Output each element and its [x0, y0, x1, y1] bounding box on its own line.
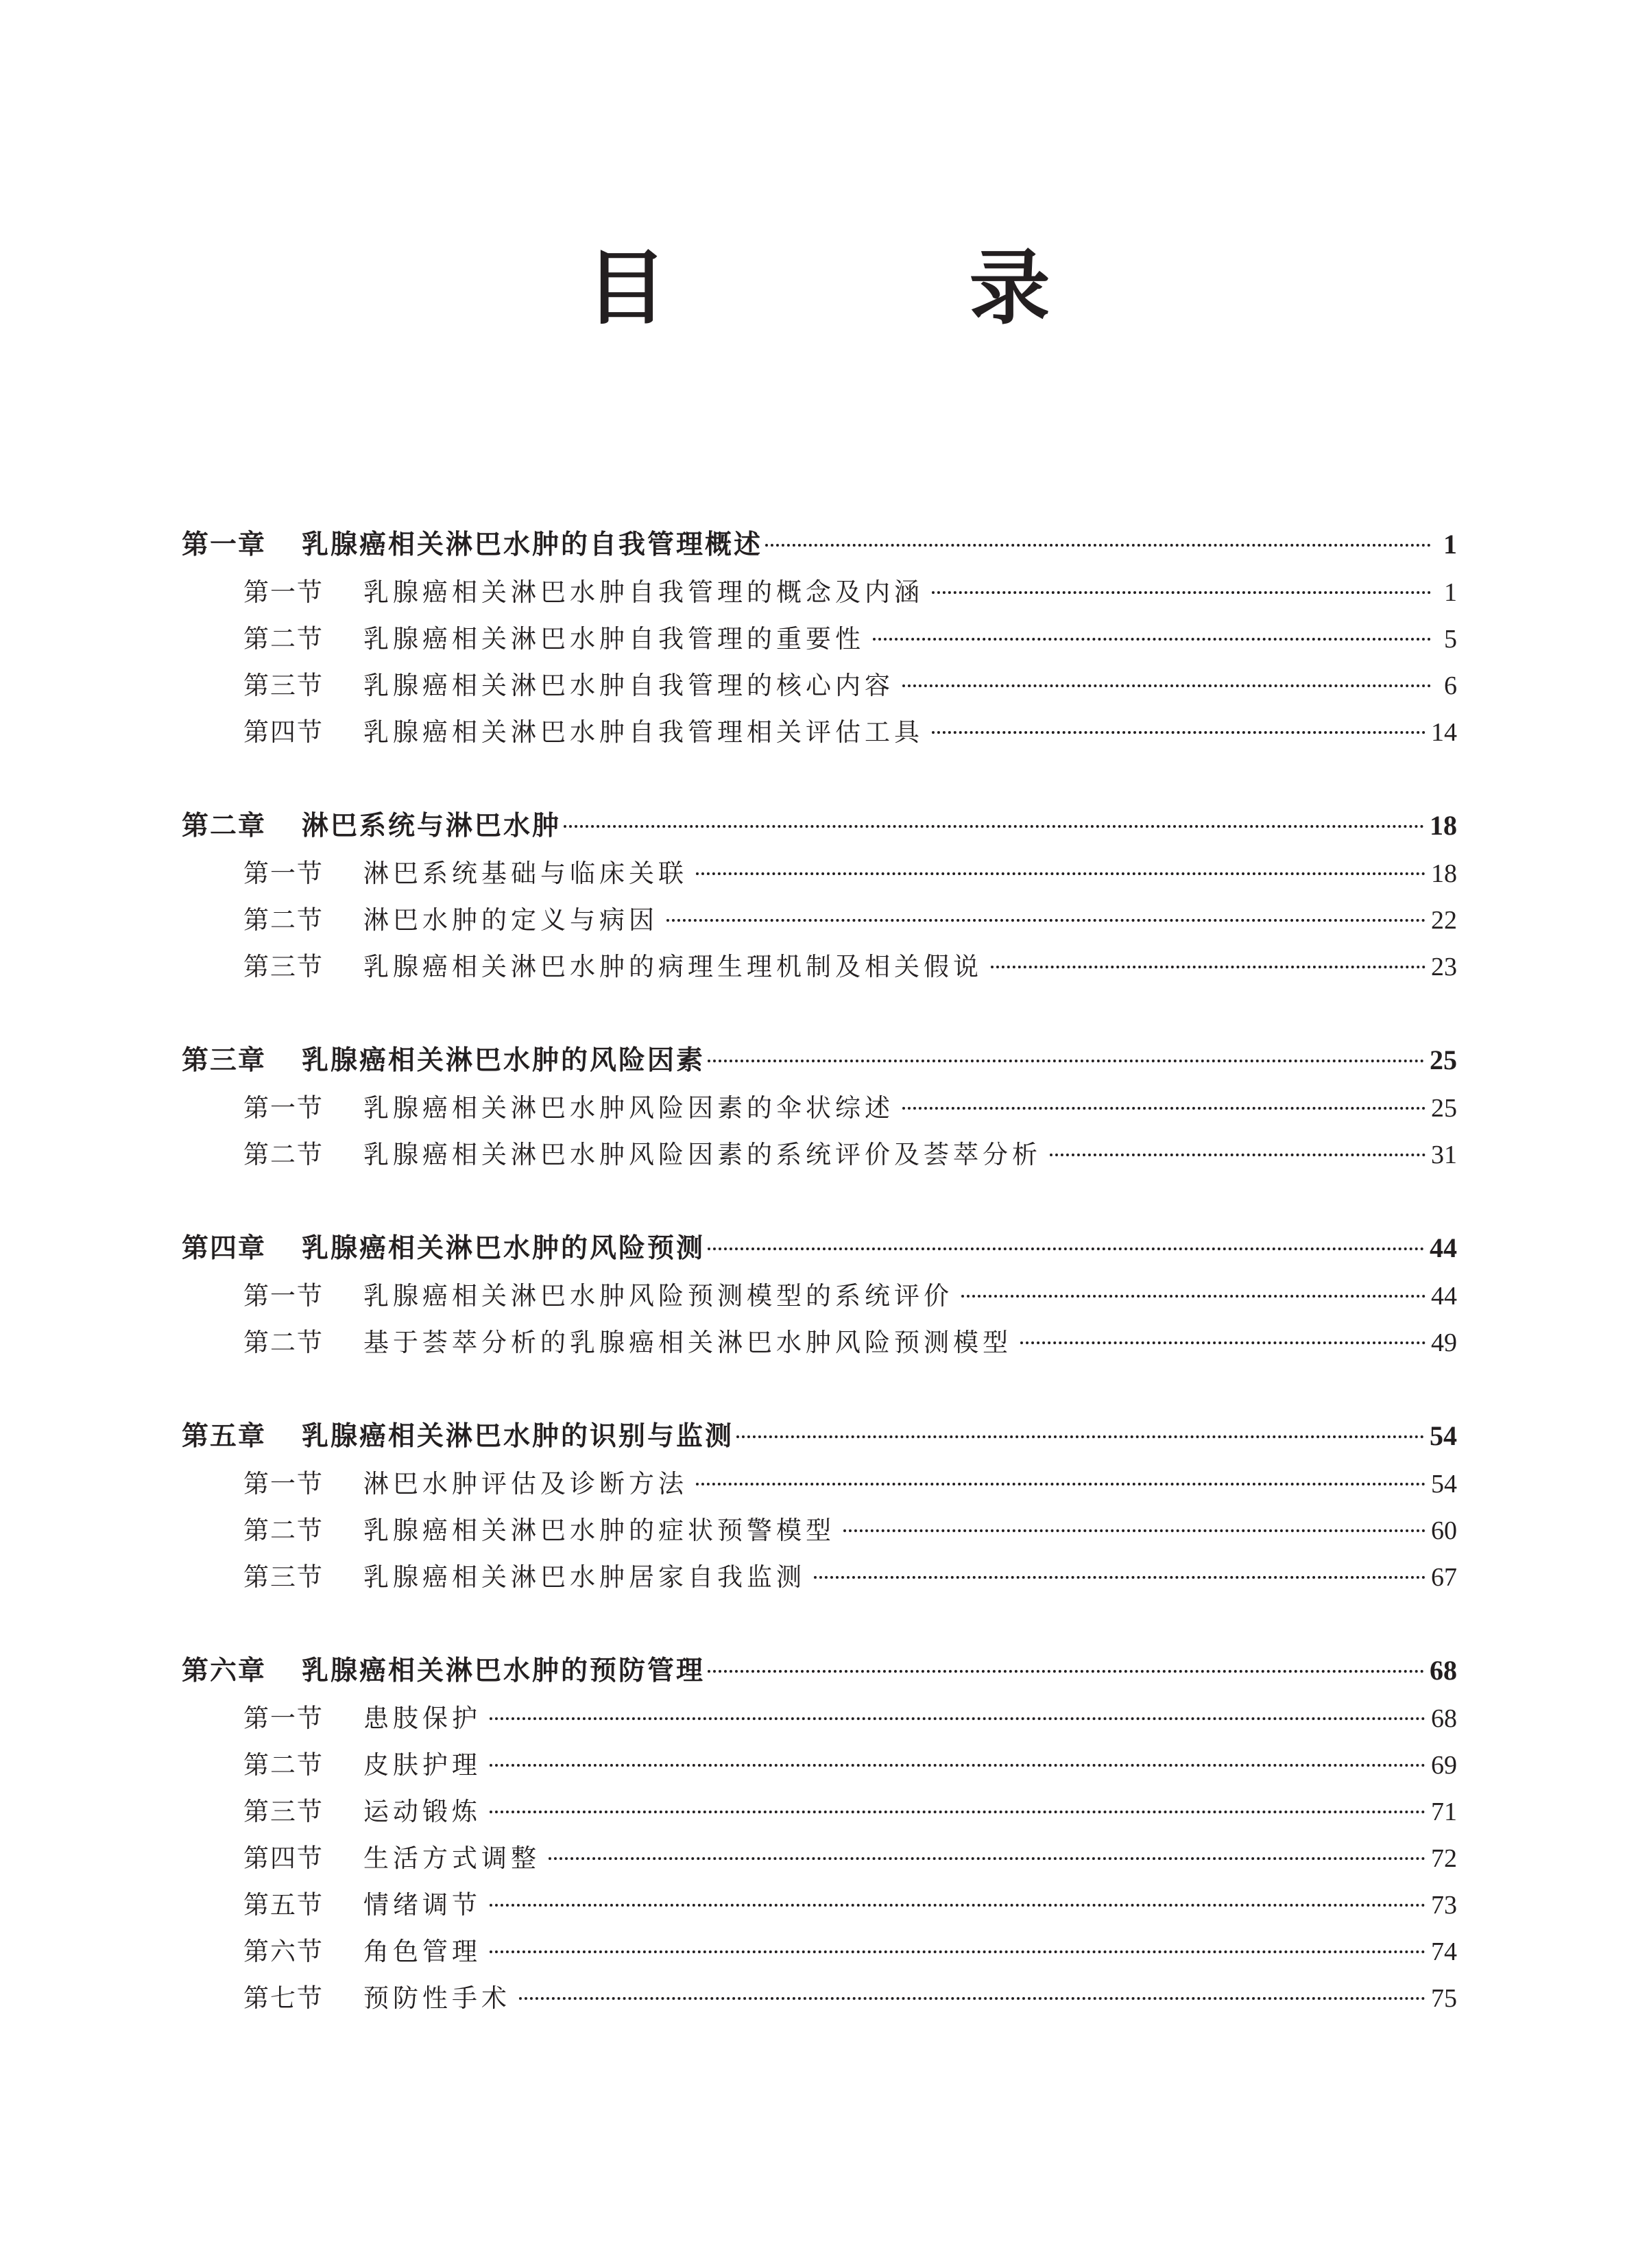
section-title: 乳腺癌相关淋巴水肿的症状预警模型	[363, 1516, 835, 1545]
dot-leader	[490, 1764, 1426, 1767]
section-title: 患肢保护	[363, 1704, 481, 1733]
chapter-block	[182, 1646, 1457, 2022]
section-entry[interactable]	[182, 897, 1457, 944]
chapter-entry[interactable]	[182, 1223, 1457, 1273]
section-number: 第三节	[243, 952, 324, 981]
section-number: 第一节	[243, 1469, 324, 1499]
section-title: 乳腺癌相关淋巴水肿自我管理的概念及内涵	[363, 577, 924, 607]
dot-leader	[902, 684, 1431, 687]
dot-leader	[519, 1997, 1426, 2000]
section-number: 第二节	[243, 905, 324, 935]
dot-leader	[961, 1295, 1426, 1298]
section-number: 第二节	[243, 1516, 324, 1545]
chapter-block	[182, 1411, 1457, 1601]
dot-leader	[666, 919, 1426, 922]
section-page-number: 69	[1431, 1751, 1457, 1780]
dot-leader	[564, 825, 1424, 828]
dot-leader	[549, 1857, 1426, 1860]
dot-leader	[843, 1529, 1426, 1532]
dot-leader	[902, 1107, 1426, 1110]
section-page-number: 44	[1431, 1282, 1457, 1311]
dot-leader	[932, 731, 1426, 734]
chapter-entry[interactable]	[182, 1411, 1457, 1461]
chapter-title: 乳腺癌相关淋巴水肿的风险预测	[302, 1233, 706, 1264]
section-entry[interactable]	[182, 850, 1457, 897]
section-title: 角色管理	[363, 1937, 481, 1966]
chapter-number: 第二章	[182, 811, 267, 841]
section-entry[interactable]	[182, 1695, 1457, 1742]
dot-leader	[1050, 1154, 1426, 1156]
chapter-entry[interactable]	[182, 1646, 1457, 1695]
dot-leader	[873, 638, 1431, 641]
section-page-number: 54	[1431, 1470, 1457, 1499]
section-entry[interactable]	[182, 1320, 1457, 1366]
section-entry[interactable]	[182, 1789, 1457, 1835]
section-title: 乳腺癌相关淋巴水肿自我管理相关评估工具	[363, 717, 924, 747]
section-page-number: 6	[1444, 671, 1457, 700]
section-number: 第二节	[243, 1750, 324, 1780]
section-title: 淋巴水肿的定义与病因	[363, 905, 658, 935]
table-of-contents	[182, 520, 1457, 2067]
section-number: 第一节	[243, 1093, 324, 1123]
section-number: 第四节	[243, 717, 324, 747]
section-title: 生活方式调整	[363, 1843, 540, 1873]
section-number: 第四节	[243, 1843, 324, 1873]
section-number: 第二节	[243, 624, 324, 654]
section-entry[interactable]	[182, 1273, 1457, 1320]
section-page-number: 67	[1431, 1563, 1457, 1592]
section-page-number: 1	[1444, 578, 1457, 607]
section-page-number: 31	[1431, 1141, 1457, 1169]
dot-leader	[708, 1060, 1424, 1062]
section-title: 乳腺癌相关淋巴水肿风险预测模型的系统评价	[363, 1281, 953, 1311]
section-number: 第六节	[243, 1937, 324, 1966]
section-title: 乳腺癌相关淋巴水肿自我管理的重要性	[363, 624, 865, 654]
dot-leader	[696, 1483, 1426, 1485]
dot-leader	[765, 544, 1431, 547]
section-entry[interactable]	[182, 1461, 1457, 1507]
section-entry[interactable]	[182, 1975, 1457, 2022]
chapter-number: 第五章	[182, 1421, 267, 1452]
section-number: 第二节	[243, 1140, 324, 1169]
section-title: 淋巴水肿评估及诊断方法	[363, 1469, 688, 1499]
chapter-page-number: 1	[1443, 529, 1457, 560]
section-entry[interactable]	[182, 1132, 1457, 1178]
section-entry[interactable]	[182, 1929, 1457, 1975]
section-page-number: 68	[1431, 1704, 1457, 1733]
section-number: 第一节	[243, 859, 324, 888]
section-title: 运动锻炼	[363, 1797, 481, 1826]
section-title: 预防性手术	[363, 1983, 511, 2013]
section-title: 乳腺癌相关淋巴水肿的病理生理机制及相关假说	[363, 952, 983, 981]
section-page-number: 22	[1431, 906, 1457, 935]
dot-leader	[991, 966, 1426, 968]
chapter-title: 乳腺癌相关淋巴水肿的自我管理概述	[302, 529, 763, 560]
section-number: 第五节	[243, 1890, 324, 1920]
chapter-title: 淋巴系统与淋巴水肿	[302, 811, 562, 841]
dot-leader	[696, 872, 1426, 875]
section-title: 皮肤护理	[363, 1750, 481, 1780]
dot-leader	[708, 1248, 1424, 1250]
dot-leader	[1020, 1341, 1426, 1344]
chapter-title: 乳腺癌相关淋巴水肿的预防管理	[302, 1656, 706, 1686]
section-entry[interactable]	[182, 1882, 1457, 1929]
section-number: 第三节	[243, 1562, 324, 1592]
section-number: 第三节	[243, 671, 324, 700]
chapter-entry[interactable]	[182, 520, 1457, 569]
section-page-number: 25	[1431, 1094, 1457, 1123]
section-entry[interactable]	[182, 569, 1457, 616]
page-title: 目 录	[586, 241, 1188, 335]
section-page-number: 60	[1431, 1516, 1457, 1545]
chapter-page-number: 18	[1430, 810, 1457, 841]
chapter-number: 第四章	[182, 1233, 267, 1264]
section-title: 乳腺癌相关淋巴水肿风险因素的伞状综述	[363, 1093, 894, 1123]
dot-leader	[490, 1717, 1426, 1720]
section-entry[interactable]	[182, 1085, 1457, 1132]
dot-leader	[736, 1435, 1424, 1438]
chapter-page-number: 44	[1430, 1232, 1457, 1263]
section-entry[interactable]	[182, 944, 1457, 990]
chapter-page-number: 25	[1430, 1045, 1457, 1075]
section-entry[interactable]	[182, 616, 1457, 663]
section-page-number: 72	[1431, 1844, 1457, 1873]
chapter-number: 第六章	[182, 1656, 267, 1686]
section-title: 乳腺癌相关淋巴水肿风险因素的系统评价及荟萃分析	[363, 1140, 1042, 1169]
section-number: 第二节	[243, 1328, 324, 1357]
dot-leader	[490, 1811, 1426, 1813]
dot-leader	[708, 1670, 1424, 1673]
section-title: 乳腺癌相关淋巴水肿居家自我监测	[363, 1562, 806, 1592]
section-page-number: 18	[1431, 859, 1457, 888]
chapter-page-number: 54	[1430, 1420, 1457, 1451]
chapter-number: 第一章	[182, 529, 267, 560]
section-entry[interactable]	[182, 1742, 1457, 1789]
section-page-number: 14	[1431, 718, 1457, 747]
chapter-title: 乳腺癌相关淋巴水肿的识别与监测	[302, 1421, 734, 1452]
section-entry[interactable]	[182, 709, 1457, 756]
section-title: 淋巴系统基础与临床关联	[363, 859, 688, 888]
chapter-entry[interactable]	[182, 1036, 1457, 1085]
chapter-number: 第三章	[182, 1045, 267, 1076]
chapter-block	[182, 1036, 1457, 1178]
chapter-block	[182, 1223, 1457, 1366]
section-number: 第一节	[243, 1704, 324, 1733]
section-page-number: 71	[1431, 1798, 1457, 1826]
chapter-block	[182, 520, 1457, 756]
section-number: 第一节	[243, 577, 324, 607]
section-entry[interactable]	[182, 1835, 1457, 1882]
section-page-number: 49	[1431, 1328, 1457, 1357]
chapter-block	[182, 801, 1457, 990]
section-page-number: 74	[1431, 1937, 1457, 1966]
dot-leader	[490, 1950, 1426, 1953]
section-title: 基于荟萃分析的乳腺癌相关淋巴水肿风险预测模型	[363, 1328, 1012, 1357]
section-entry[interactable]	[182, 663, 1457, 709]
section-number: 第一节	[243, 1281, 324, 1311]
section-number: 第三节	[243, 1797, 324, 1826]
section-title: 乳腺癌相关淋巴水肿自我管理的核心内容	[363, 671, 894, 700]
chapter-entry[interactable]	[182, 801, 1457, 850]
section-page-number: 75	[1431, 1984, 1457, 2013]
section-page-number: 73	[1431, 1891, 1457, 1920]
section-entry[interactable]	[182, 1507, 1457, 1554]
section-page-number: 23	[1431, 953, 1457, 981]
section-page-number: 5	[1444, 625, 1457, 654]
dot-leader	[814, 1576, 1426, 1579]
section-entry[interactable]	[182, 1554, 1457, 1601]
section-title: 情绪调节	[363, 1890, 481, 1920]
dot-leader	[490, 1904, 1426, 1907]
chapter-page-number: 68	[1430, 1655, 1457, 1686]
section-number: 第七节	[243, 1983, 324, 2013]
chapter-title: 乳腺癌相关淋巴水肿的风险因素	[302, 1045, 706, 1076]
dot-leader	[932, 591, 1431, 594]
